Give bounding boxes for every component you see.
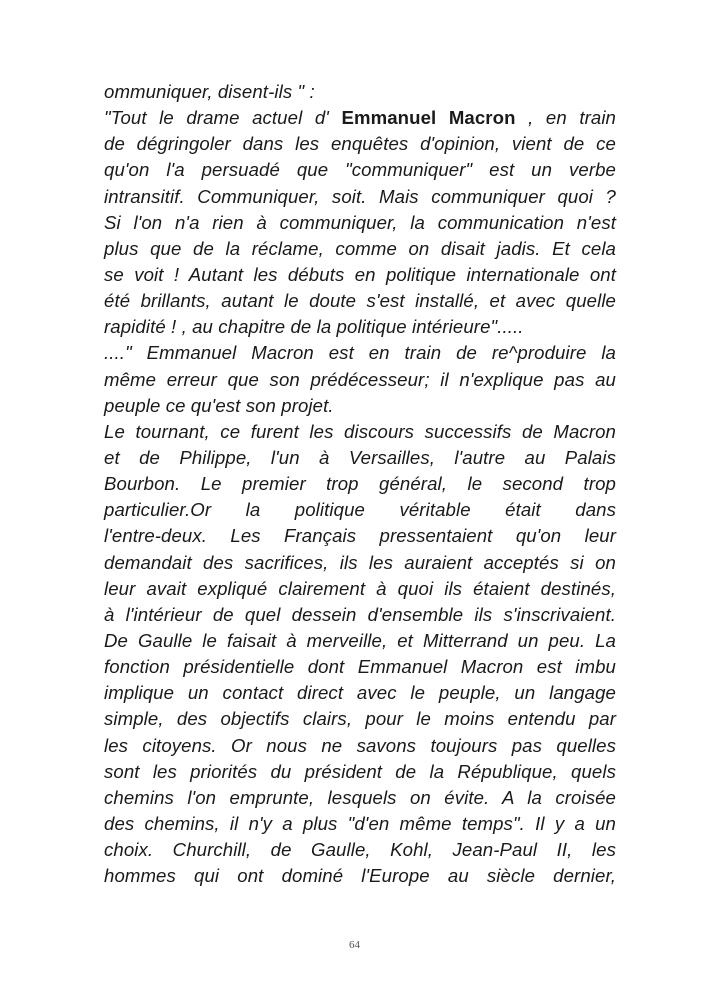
text-line: Si l'on n'a rien à communiquer, la communication n'est — [104, 211, 616, 233]
text-segment: "Tout le drame actuel d' — [104, 107, 342, 129]
text-line: à l'intérieur de quel dessein d'ensemble ils s'inscrivaient. — [104, 603, 616, 625]
text-line: été brillants, autant le doute s'est installé, et avec quelle — [104, 290, 616, 312]
text-line: choix. Churchill, de Gaulle, Kohl, Jean-Paul II, les — [104, 839, 616, 861]
text-line: fonction présidentielle dont Emmanuel Macron est imbu — [104, 656, 616, 678]
text-line: se voit ! Autant les débuts en politique internationale ont — [104, 263, 616, 285]
text-line: simple, des objectifs clairs, pour le moins entendu par — [104, 708, 616, 730]
page-number: 64 — [349, 939, 360, 951]
text-line — [104, 105, 616, 131]
text-line: des chemins, il n'y a plus "d'en même temps". Il y a un — [104, 812, 616, 834]
text-line: peuple ce qu'est son projet. — [104, 394, 334, 416]
text-line: sont les priorités du président de la République, quels — [104, 760, 616, 782]
text-line: de dégringoler dans les enquêtes d'opinion, vient de ce — [104, 133, 616, 155]
text-line: chemins l'on emprunte, lesquels on évite. A la croisée — [104, 786, 616, 808]
text-line: rapidité ! , au chapitre de la politique intérieure"..... — [104, 316, 524, 338]
text-line: De Gaulle le faisait à merveille, et Mitterrand un peu. La — [104, 629, 616, 651]
text-line: intransitif. Communiquer, soit. Mais communiquer quoi ? — [104, 185, 616, 207]
text-line: plus que de la réclame, comme on disait jadis. Et cela — [104, 237, 616, 259]
text-line: demandait des sacrifices, ils les auraient acceptés si on — [104, 551, 616, 573]
text-line: et de Philippe, l'un à Versailles, l'autre au Palais — [104, 446, 616, 468]
text-line: hommes qui ont dominé l'Europe au siècle dernier, — [104, 865, 616, 887]
text-line: Le tournant, ce furent les discours successifs de Macron — [104, 420, 616, 442]
text-line: ommuniquer, disent-ils " : — [104, 81, 315, 102]
text-line: les citoyens. Or nous ne savons toujours pas quelles — [104, 734, 616, 756]
text-line: leur avait expliqué clairement à quoi ils étaient destinés, — [104, 577, 616, 599]
text-line: implique un contact direct avec le peuple, un langage — [104, 682, 616, 704]
text-line: même erreur que son prédécesseur; il n'explique pas au — [104, 368, 616, 390]
body-text — [104, 79, 616, 889]
text-line: ...." Emmanuel Macron est en train de re^produire la — [104, 342, 616, 364]
text-line: l'entre-deux. Les Français pressentaient qu'on leur — [104, 525, 616, 547]
bold-name: Emmanuel Macron — [341, 107, 516, 129]
text-line: particulier.Or la politique véritable était dans — [104, 499, 616, 521]
text-line: qu'on l'a persuadé que "communiquer" est un verbe — [104, 159, 616, 181]
text-segment: , en train — [515, 107, 616, 129]
text-line: Bourbon. Le premier trop général, le second trop — [104, 473, 616, 495]
